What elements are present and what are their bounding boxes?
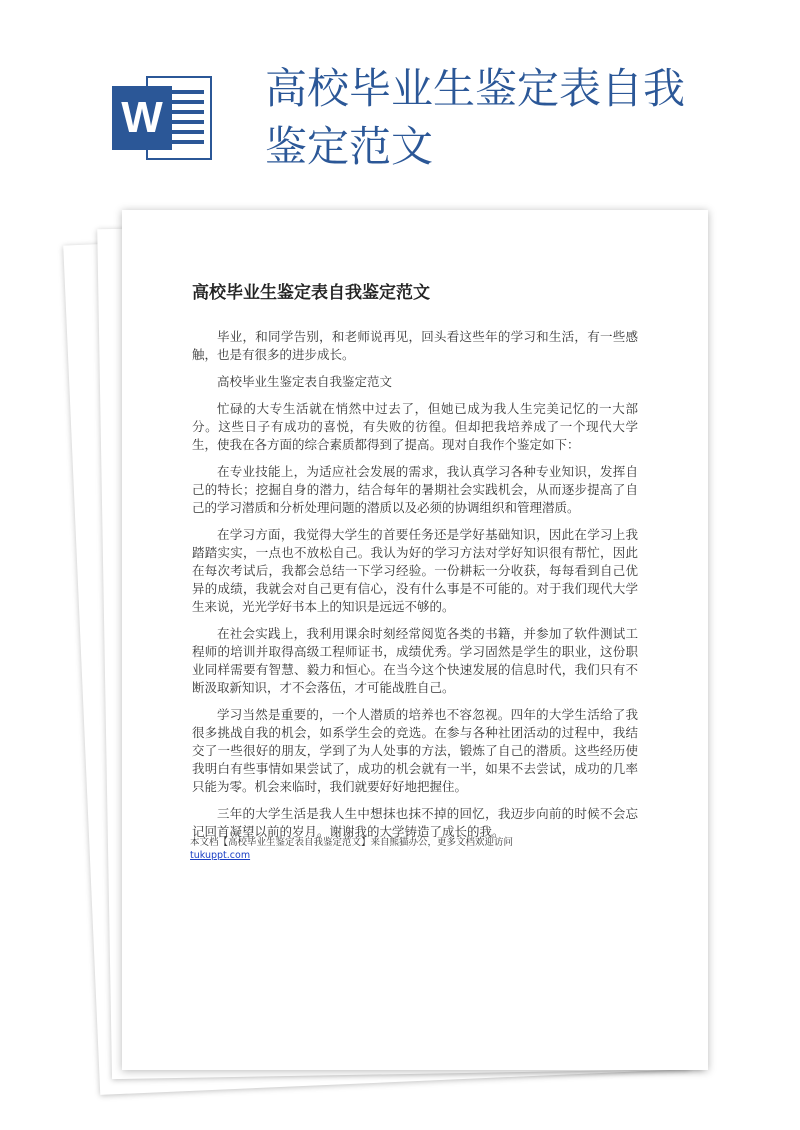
source-link[interactable]: tukuppt.com [190, 850, 251, 861]
document-title: 高校毕业生鉴定表自我鉴定范文 [192, 283, 430, 303]
document-page [122, 210, 708, 1070]
paragraph: 在社会实践上，我利用课余时刻经常阅览各类的书籍，并参加了软件测试工程师的培训并取得高级工程师证书，成绩优秀。学习固然是学生的职业，这份职业同样需要有智慧、毅力和恒心。在当今这个快速发展的信息时代，我们只有不断汲取新知识，才不会落伍，才可能战胜自己。 [192, 626, 638, 695]
paragraph: 学习当然是重要的，一个人潜质的培养也不容忽视。四年的大学生活给了我很多挑战自我的机会，如系学生会的竞选。在参与各种社团活动的过程中，我结交了一些很好的朋友，学到了为人处事的方法，锻炼了自己的潜质。这些经历使我明白有些事情如果尝试了，成功的机会就有一半，如果不去尝试，成功的几率只能为零。机会来临时，我们就要好好地把握住。 [192, 707, 638, 794]
paragraph: 在学习方面，我觉得大学生的首要任务还是学好基础知识，因此在学习上我踏踏实实，一点也不放松自己。我认为好的学习方法对学好知识很有帮忙，因此在每次考试后，我都会总结一下学习经验。一份耕耘一分收获，每每看到自己优异的成绩，我就会对自己更有信心，没有什么事是不可能的。对于我们现代大学生来说，光光学好书本上的知识是远远不够的。 [192, 527, 638, 614]
paragraph: 忙碌的大专生活就在悄然中过去了，但她已成为我人生完美记忆的一大部分。这些日子有成功的喜悦，有失败的彷徨。但却把我培养成了一个现代大学生，使我在各方面的综合素质都得到了提高。现对自我作个鉴定如下： [192, 401, 638, 452]
paragraph: 高校毕业生鉴定表自我鉴定范文 [217, 374, 393, 389]
source-note-text: 本文档【高校毕业生鉴定表自我鉴定范文】来自熊猫办公，更多文档欢迎访问 [190, 837, 514, 848]
word-doc-icon [112, 72, 216, 164]
paragraph: 三年的大学生活是我人生中想抹也抹不掉的回忆，我迈步向前的时候不会忘记回首凝望以前的岁月。谢谢我的大学铸造了成长的我。 [192, 806, 638, 839]
document-body [192, 328, 638, 850]
word-letter-badge: W [112, 86, 172, 150]
header-title: 高校毕业生鉴定表自我鉴定范文 [265, 64, 686, 171]
paragraph: 毕业，和同学告别，和老师说再见，回头看这些年的学习和生活，有一些感触，也是有很多的进步成长。 [192, 329, 638, 362]
paragraph: 在专业技能上，为适应社会发展的需求，我认真学习各种专业知识，发挥自己的特长；挖掘自身的潜力，结合每年的暑期社会实践机会，从而逐步提高了自己的学习潜质和分析处理问题的潜质以及必须的协调组织和管理潜质。 [192, 464, 638, 515]
source-note [190, 836, 660, 862]
